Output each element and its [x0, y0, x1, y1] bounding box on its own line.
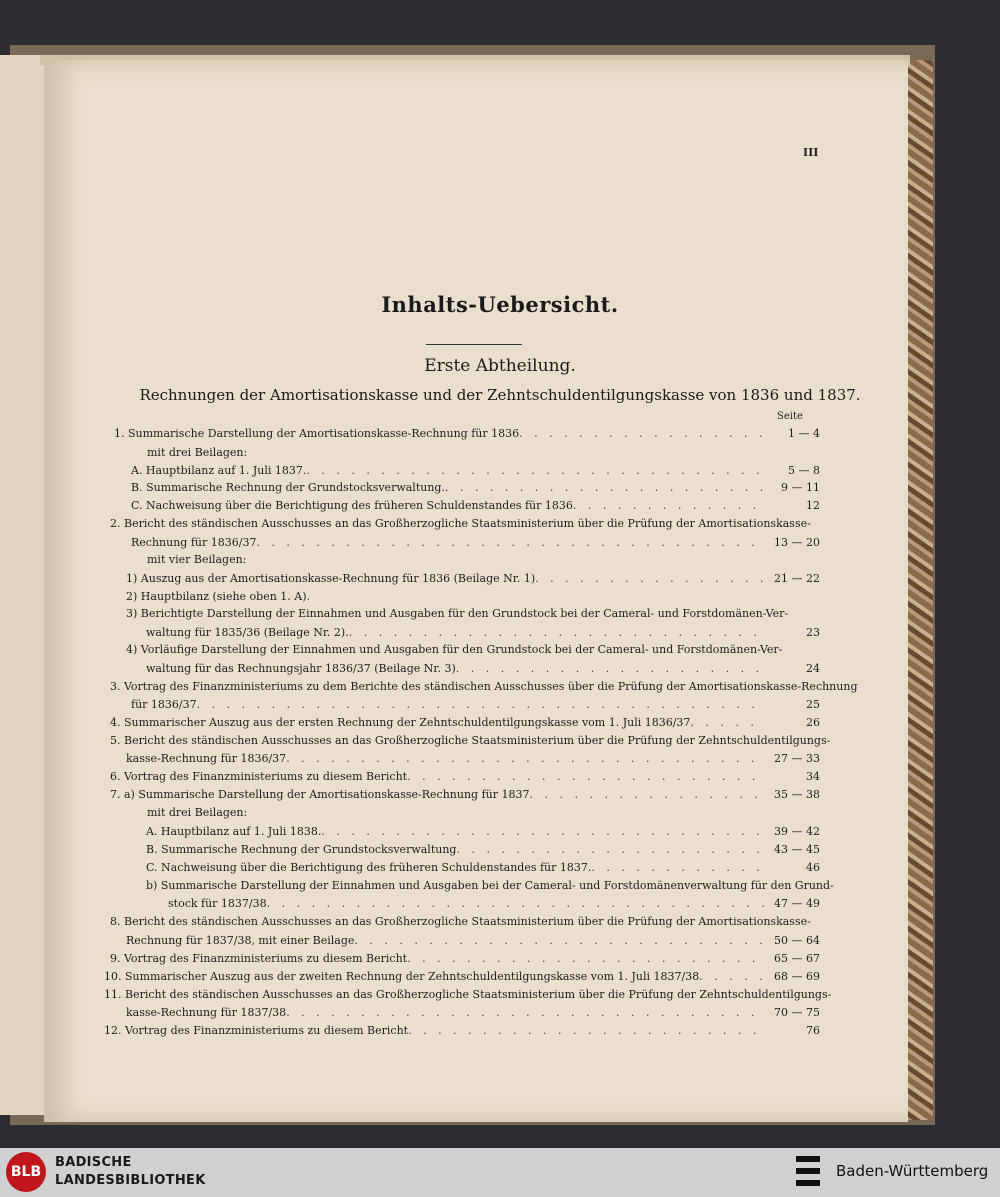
toc-entry-text: 11. Bericht des ständischen Ausschusses an das Großherzogliche Staatsministerium über die Prüfung der Zehntschuldentilgungs-: [104, 988, 832, 1001]
toc-entry-page: 43 — 45: [774, 843, 820, 856]
left-page-edge: [0, 55, 46, 1115]
page-title: Inhalts-Uebersicht.: [381, 292, 619, 317]
toc-entry-text: 5. Bericht des ständischen Ausschusses an das Großherzogliche Staatsministerium über die Prüfung der Zehntschuldentilgungs-: [110, 734, 831, 747]
toc-entry: [110, 952, 820, 965]
toc-entry: [146, 861, 820, 874]
toc-entry-page: 50 — 64: [774, 934, 820, 947]
toc-entry: [146, 662, 820, 675]
toc-entry: [146, 879, 834, 892]
page-column-header: Seite: [777, 411, 803, 422]
leader-dots: [690, 716, 766, 729]
toc-entry-page: 1 — 4: [788, 427, 820, 440]
leader-dots: [197, 698, 766, 711]
toc-entry: [168, 897, 820, 910]
toc-entry-text: kasse-Rechnung für 1836/37: [126, 752, 287, 765]
toc-entry: [126, 643, 820, 656]
leader-dots: [349, 626, 766, 639]
leader-dots: [354, 934, 766, 947]
toc-entry: [110, 734, 831, 747]
leader-dots: [573, 499, 766, 512]
leader-dots: [445, 481, 766, 494]
section-title: Erste Abtheilung.: [424, 356, 576, 376]
toc-entry: [131, 481, 820, 494]
toc-entry-text: 12. Vortrag des Finanzministeriums zu diesem Bericht: [104, 1024, 409, 1037]
toc-entry: [146, 626, 820, 639]
library-name-line2: LANDESBIBLIOTHEK: [55, 1173, 206, 1188]
toc-entry-page: 34: [806, 770, 820, 783]
toc-entry-text: 1) Auszug aus der Amortisationskasse-Rechnung für 1836 (Beilage Nr. 1): [126, 572, 536, 585]
toc-entry: [110, 517, 820, 530]
toc-entry-text: waltung für 1835/36 (Beilage Nr. 2).: [146, 626, 349, 639]
toc-entry: [147, 806, 820, 819]
toc-entry: [126, 934, 820, 947]
toc-entry: [110, 770, 820, 783]
toc-entry-text: b) Summarische Darstellung der Einnahmen und Ausgaben bei der Cameral- und Forstdomänenverwaltung für den Grund-: [146, 879, 834, 892]
toc-entry: [131, 499, 820, 512]
toc-entry-text: C. Nachweisung über die Berichtigung des früheren Schuldenstandes für 1836: [131, 499, 573, 512]
toc-entry: [104, 988, 832, 1001]
toc-entry-text: 7. a) Summarische Darstellung der Amortisationskasse-Rechnung für 1837: [110, 788, 530, 801]
toc-entry-text: B. Summarische Rechnung der Grundstocksverwaltung.: [131, 481, 445, 494]
title-rule: [426, 344, 522, 345]
toc-entry: [110, 716, 820, 729]
toc-entry: [126, 1006, 820, 1019]
toc-entry-page: 12: [806, 499, 820, 512]
leader-dots: [529, 788, 766, 801]
toc-entry-text: kasse-Rechnung für 1837/38: [126, 1006, 287, 1019]
toc-entry-page: 25: [806, 698, 820, 711]
toc-entry: [131, 698, 820, 711]
toc-entry: [126, 590, 820, 603]
toc-entry-text: 4) Vorläufige Darstellung der Einnahmen und Ausgaben für den Grundstock bei der Cameral- und Forstdomänen-Ver-: [126, 643, 783, 656]
toc-entry-text: C. Nachweisung über die Berichtigung des früheren Schuldenstandes für 1837.: [146, 861, 592, 874]
leader-dots: [321, 825, 766, 838]
leader-dots: [267, 897, 766, 910]
toc-entry-page: 9 — 11: [781, 481, 820, 494]
coat-of-arms-icon: [792, 1152, 824, 1190]
toc-entry: [147, 446, 820, 459]
toc-entry-page: 26: [806, 716, 820, 729]
state-logo-label[interactable]: Baden-Württemberg: [836, 1162, 989, 1180]
toc-entry-page: 76: [806, 1024, 820, 1037]
toc-entry-text: 8. Bericht des ständischen Ausschusses an das Großherzogliche Staatsministerium über die Prüfung der Amortisationskasse-: [110, 915, 811, 928]
toc-entry: [126, 607, 820, 620]
toc-entry-text: 2) Hauptbilanz (siehe oben 1. A).: [126, 590, 311, 603]
toc-entry-text: 9. Vortrag des Finanzministeriums zu diesem Bericht: [110, 952, 408, 965]
toc-entry-text: B. Summarische Rechnung der Grundstocksverwaltung: [146, 843, 457, 856]
toc-entry-text: A. Hauptbilanz auf 1. Juli 1838.: [146, 825, 322, 838]
blb-logo[interactable]: BLB: [6, 1152, 46, 1192]
leader-dots: [407, 770, 766, 783]
toc-entry-text: für 1836/37: [131, 698, 197, 711]
leader-dots: [286, 752, 766, 765]
toc-entry-text: stock für 1837/38: [168, 897, 267, 910]
toc-entry-page: 68 — 69: [774, 970, 820, 983]
toc-entry-page: 70 — 75: [774, 1006, 820, 1019]
toc-entry-page: 13 — 20: [774, 536, 820, 549]
toc-entry-text: Rechnung für 1836/37: [131, 536, 257, 549]
leader-dots: [407, 952, 766, 965]
toc-entry: [110, 788, 820, 801]
toc-entry-text: 3) Berichtigte Darstellung der Einnahmen und Ausgaben für den Grundstock bei der Cameral- und Forstdomänen-Ver-: [126, 607, 789, 620]
toc-entry-page: 46: [806, 861, 820, 874]
leader-dots: [456, 843, 766, 856]
toc-entry: [104, 970, 820, 983]
leader-dots: [591, 861, 766, 874]
toc-entry-text: 10. Summarischer Auszug aus der zweiten Rechnung der Zehntschuldentilgungskasse vom 1. Juli 1837/38: [104, 970, 700, 983]
toc-entry-text: mit vier Beilagen:: [147, 553, 247, 566]
toc-entry-text: Rechnung für 1837/38, mit einer Beilage: [126, 934, 355, 947]
toc-entry: [110, 680, 858, 693]
leader-dots: [256, 536, 766, 549]
toc-entry: [146, 843, 820, 856]
toc-entry: [114, 427, 820, 440]
toc-entry-page: 47 — 49: [774, 897, 820, 910]
toc-entry-page: 23: [806, 626, 820, 639]
toc-entry: [146, 825, 820, 838]
page-number: III: [803, 146, 819, 159]
library-name-line1: BADISCHE: [55, 1155, 132, 1170]
toc-entry: [131, 536, 820, 549]
toc-entry-page: 27 — 33: [774, 752, 820, 765]
toc-entry-text: 2. Bericht des ständischen Ausschusses an das Großherzogliche Staatsministerium über die Prüfung der Amortisationskasse-: [110, 517, 811, 530]
toc-entry: [126, 572, 820, 585]
toc-entry-text: waltung für das Rechnungsjahr 1836/37 (Beilage Nr. 3): [146, 662, 456, 675]
toc-entry-page: 21 — 22: [774, 572, 820, 585]
toc-entry: [131, 464, 820, 477]
leader-dots: [535, 572, 766, 585]
toc-entry-text: mit drei Beilagen:: [147, 446, 248, 459]
toc-entry-page: 24: [806, 662, 820, 675]
toc-entry-page: 65 — 67: [774, 952, 820, 965]
leader-dots: [306, 464, 766, 477]
toc-entry-text: 3. Vortrag des Finanzministeriums zu dem Berichte des ständischen Ausschusses über die Prüfung der Amortisationskasse-Rechnung: [110, 680, 858, 693]
toc-entry-page: 39 — 42: [774, 825, 820, 838]
section-subtitle: Rechnungen der Amortisationskasse und der Zehntschuldentilgungskasse von 1836 und 1837.: [139, 386, 861, 404]
toc-entry: [110, 915, 820, 928]
toc-entry-text: 6. Vortrag des Finanzministeriums zu diesem Bericht: [110, 770, 408, 783]
toc-entry-text: 1. Summarische Darstellung der Amortisationskasse-Rechnung für 1836: [114, 427, 520, 440]
toc-entry-text: mit drei Beilagen:: [147, 806, 248, 819]
leader-dots: [408, 1024, 766, 1037]
toc-entry: [104, 1024, 820, 1037]
toc-entry-page: 35 — 38: [774, 788, 820, 801]
leader-dots: [519, 427, 766, 440]
toc-entry: [147, 553, 820, 566]
toc-entry-text: 4. Summarischer Auszug aus der ersten Rechnung der Zehntschuldentilgungskasse vom 1. Juli 1836/37: [110, 716, 691, 729]
leader-dots: [456, 662, 766, 675]
toc-entry: [126, 752, 820, 765]
toc-entry-text: A. Hauptbilanz auf 1. Juli 1837.: [131, 464, 307, 477]
leader-dots: [699, 970, 766, 983]
leader-dots: [286, 1006, 766, 1019]
toc-entry-page: 5 — 8: [788, 464, 820, 477]
